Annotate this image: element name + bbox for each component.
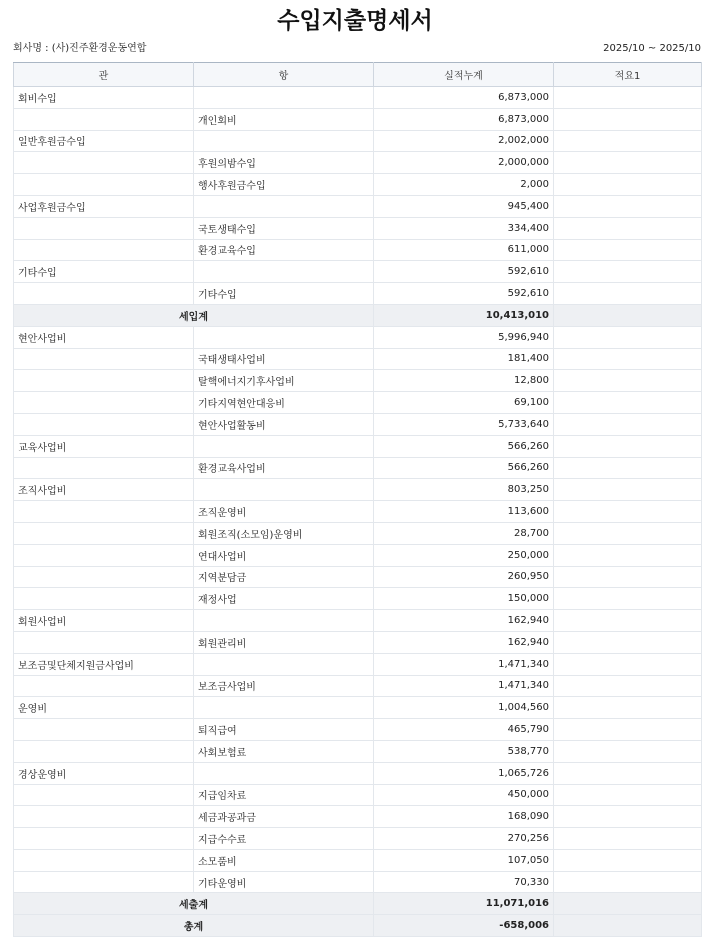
amount-cell: 12,800	[374, 370, 554, 392]
gwan-cell	[14, 675, 194, 697]
amount-cell: 2,000	[374, 174, 554, 196]
hang-cell: 재정사업	[194, 588, 374, 610]
hang-cell	[194, 435, 374, 457]
gwan-cell: 회원사업비	[14, 610, 194, 632]
gwan-cell: 회비수입	[14, 87, 194, 109]
gwan-cell	[14, 283, 194, 305]
hang-cell	[194, 697, 374, 719]
note-cell	[554, 130, 702, 152]
note-cell	[554, 544, 702, 566]
total-label: 세입계	[14, 304, 374, 326]
gwan-cell	[14, 544, 194, 566]
gwan-cell	[14, 631, 194, 653]
total-row[interactable]	[14, 893, 702, 915]
gwan-cell: 조직사업비	[14, 479, 194, 501]
hang-row[interactable]	[14, 828, 702, 850]
report-meta	[13, 41, 701, 57]
note-cell	[554, 631, 702, 653]
hang-row[interactable]	[14, 522, 702, 544]
hang-cell	[194, 479, 374, 501]
hang-row[interactable]	[14, 675, 702, 697]
gwan-row[interactable]	[14, 326, 702, 348]
note-cell	[554, 501, 702, 523]
hang-row[interactable]	[14, 370, 702, 392]
gwan-cell	[14, 740, 194, 762]
amount-cell: 162,940	[374, 631, 554, 653]
amount-cell: 592,610	[374, 283, 554, 305]
note-cell	[554, 566, 702, 588]
note-cell	[554, 653, 702, 675]
amount-cell: 1,004,560	[374, 697, 554, 719]
gwan-cell	[14, 370, 194, 392]
income-expense-table	[13, 62, 702, 937]
total-label: 총계	[14, 915, 374, 937]
report-period: 2025/10 ~ 2025/10	[603, 43, 701, 54]
note-cell	[554, 849, 702, 871]
hang-row[interactable]	[14, 871, 702, 893]
gwan-cell: 일반후원금수입	[14, 130, 194, 152]
note-cell	[554, 719, 702, 741]
note-cell	[554, 871, 702, 893]
note-cell	[554, 392, 702, 414]
note-cell	[554, 915, 702, 937]
gwan-row[interactable]	[14, 762, 702, 784]
amount-cell: 107,050	[374, 849, 554, 871]
gwan-cell: 운영비	[14, 697, 194, 719]
note-cell	[554, 217, 702, 239]
gwan-cell: 경상운영비	[14, 762, 194, 784]
note-cell	[554, 435, 702, 457]
amount-cell: 611,000	[374, 239, 554, 261]
note-cell	[554, 828, 702, 850]
hang-cell	[194, 653, 374, 675]
note-cell	[554, 762, 702, 784]
hang-row[interactable]	[14, 239, 702, 261]
hang-cell: 지역분담금	[194, 566, 374, 588]
note-cell	[554, 195, 702, 217]
hang-row[interactable]	[14, 283, 702, 305]
amount-cell: 945,400	[374, 195, 554, 217]
amount-cell: 69,100	[374, 392, 554, 414]
gwan-cell	[14, 522, 194, 544]
hang-cell: 지급수수료	[194, 828, 374, 850]
note-cell	[554, 697, 702, 719]
amount-cell: 150,000	[374, 588, 554, 610]
note-cell	[554, 261, 702, 283]
gwan-cell	[14, 108, 194, 130]
amount-cell: 11,071,016	[374, 893, 554, 915]
column-header-gwan[interactable]: 관	[14, 63, 194, 87]
note-cell	[554, 457, 702, 479]
note-cell	[554, 479, 702, 501]
hang-cell: 사회보험료	[194, 740, 374, 762]
hang-cell	[194, 195, 374, 217]
note-cell	[554, 806, 702, 828]
amount-cell: 1,471,340	[374, 675, 554, 697]
amount-cell: 6,873,000	[374, 87, 554, 109]
total-row[interactable]	[14, 915, 702, 937]
amount-cell: 28,700	[374, 522, 554, 544]
gwan-row[interactable]	[14, 653, 702, 675]
amount-cell: 1,065,726	[374, 762, 554, 784]
hang-cell: 국태생태사업비	[194, 348, 374, 370]
hang-cell	[194, 87, 374, 109]
hang-cell: 탈핵에너지기후사업비	[194, 370, 374, 392]
hang-cell: 연대사업비	[194, 544, 374, 566]
gwan-row[interactable]	[14, 697, 702, 719]
column-header-hang[interactable]: 항	[194, 63, 374, 87]
gwan-cell	[14, 413, 194, 435]
amount-cell: 1,471,340	[374, 653, 554, 675]
hang-row[interactable]	[14, 457, 702, 479]
hang-row[interactable]	[14, 544, 702, 566]
hang-cell: 환경교육수입	[194, 239, 374, 261]
gwan-cell	[14, 348, 194, 370]
gwan-row[interactable]	[14, 479, 702, 501]
gwan-cell	[14, 457, 194, 479]
gwan-row[interactable]	[14, 435, 702, 457]
gwan-cell	[14, 849, 194, 871]
amount-cell: 250,000	[374, 544, 554, 566]
table-body	[14, 87, 702, 937]
gwan-cell: 교육사업비	[14, 435, 194, 457]
gwan-row[interactable]	[14, 87, 702, 109]
amount-cell: 450,000	[374, 784, 554, 806]
amount-cell: -658,006	[374, 915, 554, 937]
note-cell	[554, 326, 702, 348]
note-cell	[554, 239, 702, 261]
gwan-cell	[14, 871, 194, 893]
amount-cell: 270,256	[374, 828, 554, 850]
hang-cell: 조직운영비	[194, 501, 374, 523]
note-cell	[554, 152, 702, 174]
amount-cell: 70,330	[374, 871, 554, 893]
note-cell	[554, 304, 702, 326]
gwan-cell	[14, 239, 194, 261]
hang-cell: 세금과공과금	[194, 806, 374, 828]
note-cell	[554, 370, 702, 392]
hang-cell: 기타지역현안대응비	[194, 392, 374, 414]
hang-row[interactable]	[14, 631, 702, 653]
amount-cell: 2,002,000	[374, 130, 554, 152]
gwan-cell	[14, 566, 194, 588]
note-cell	[554, 588, 702, 610]
amount-cell: 592,610	[374, 261, 554, 283]
hang-row[interactable]	[14, 108, 702, 130]
amount-cell: 566,260	[374, 435, 554, 457]
amount-cell: 2,000,000	[374, 152, 554, 174]
hang-row[interactable]	[14, 392, 702, 414]
hang-cell: 보조금사업비	[194, 675, 374, 697]
gwan-cell	[14, 806, 194, 828]
hang-cell	[194, 610, 374, 632]
hang-cell: 후원의밤수입	[194, 152, 374, 174]
hang-row[interactable]	[14, 588, 702, 610]
gwan-cell	[14, 174, 194, 196]
hang-row[interactable]	[14, 501, 702, 523]
hang-cell: 환경교육사업비	[194, 457, 374, 479]
hang-cell: 국토생태수입	[194, 217, 374, 239]
gwan-cell	[14, 217, 194, 239]
note-cell	[554, 740, 702, 762]
gwan-row[interactable]	[14, 195, 702, 217]
hang-row[interactable]	[14, 413, 702, 435]
company-name: 회사명 : (사)진주환경운동연합	[13, 43, 147, 54]
hang-row[interactable]	[14, 217, 702, 239]
note-cell	[554, 174, 702, 196]
note-cell	[554, 348, 702, 370]
note-cell	[554, 675, 702, 697]
note-cell	[554, 893, 702, 915]
amount-cell: 10,413,010	[374, 304, 554, 326]
gwan-row[interactable]	[14, 261, 702, 283]
gwan-cell: 현안사업비	[14, 326, 194, 348]
gwan-row[interactable]	[14, 610, 702, 632]
hang-cell: 행사후원금수입	[194, 174, 374, 196]
hang-row[interactable]	[14, 740, 702, 762]
column-header-note[interactable]: 적요1	[554, 63, 702, 87]
note-cell	[554, 283, 702, 305]
table-header-row	[14, 63, 702, 87]
hang-row[interactable]	[14, 719, 702, 741]
note-cell	[554, 413, 702, 435]
hang-row[interactable]	[14, 784, 702, 806]
amount-cell: 5,996,940	[374, 326, 554, 348]
amount-cell: 6,873,000	[374, 108, 554, 130]
amount-cell: 113,600	[374, 501, 554, 523]
note-cell	[554, 610, 702, 632]
hang-cell: 기타수입	[194, 283, 374, 305]
amount-cell: 5,733,640	[374, 413, 554, 435]
amount-cell: 538,770	[374, 740, 554, 762]
note-cell	[554, 108, 702, 130]
note-cell	[554, 87, 702, 109]
hang-row[interactable]	[14, 348, 702, 370]
hang-cell	[194, 326, 374, 348]
amount-cell: 168,090	[374, 806, 554, 828]
hang-cell: 현안사업활동비	[194, 413, 374, 435]
gwan-cell	[14, 392, 194, 414]
gwan-cell	[14, 784, 194, 806]
amount-cell: 465,790	[374, 719, 554, 741]
note-cell	[554, 784, 702, 806]
hang-row[interactable]	[14, 174, 702, 196]
gwan-cell	[14, 828, 194, 850]
amount-cell: 181,400	[374, 348, 554, 370]
gwan-cell	[14, 588, 194, 610]
hang-row[interactable]	[14, 806, 702, 828]
hang-cell: 회원관리비	[194, 631, 374, 653]
hang-cell: 개인회비	[194, 108, 374, 130]
gwan-cell: 기타수입	[14, 261, 194, 283]
amount-cell: 566,260	[374, 457, 554, 479]
gwan-row[interactable]	[14, 130, 702, 152]
amount-cell: 334,400	[374, 217, 554, 239]
gwan-cell	[14, 719, 194, 741]
report-title: 수입지출명세서	[277, 8, 433, 34]
hang-cell	[194, 261, 374, 283]
hang-row[interactable]	[14, 566, 702, 588]
total-label: 세출계	[14, 893, 374, 915]
hang-cell: 소모품비	[194, 849, 374, 871]
hang-row[interactable]	[14, 152, 702, 174]
gwan-cell	[14, 152, 194, 174]
hang-cell: 회원조직(소모임)운영비	[194, 522, 374, 544]
hang-cell: 지급임차료	[194, 784, 374, 806]
hang-row[interactable]	[14, 849, 702, 871]
gwan-cell	[14, 501, 194, 523]
amount-cell: 260,950	[374, 566, 554, 588]
total-row[interactable]	[14, 304, 702, 326]
hang-cell	[194, 130, 374, 152]
hang-cell	[194, 762, 374, 784]
hang-cell: 퇴직급여	[194, 719, 374, 741]
hang-cell: 기타운영비	[194, 871, 374, 893]
amount-cell: 803,250	[374, 479, 554, 501]
gwan-cell: 보조금및단체지원금사업비	[14, 653, 194, 675]
note-cell	[554, 522, 702, 544]
amount-cell: 162,940	[374, 610, 554, 632]
column-header-amount[interactable]: 실적누계	[374, 63, 554, 87]
gwan-cell: 사업후원금수입	[14, 195, 194, 217]
